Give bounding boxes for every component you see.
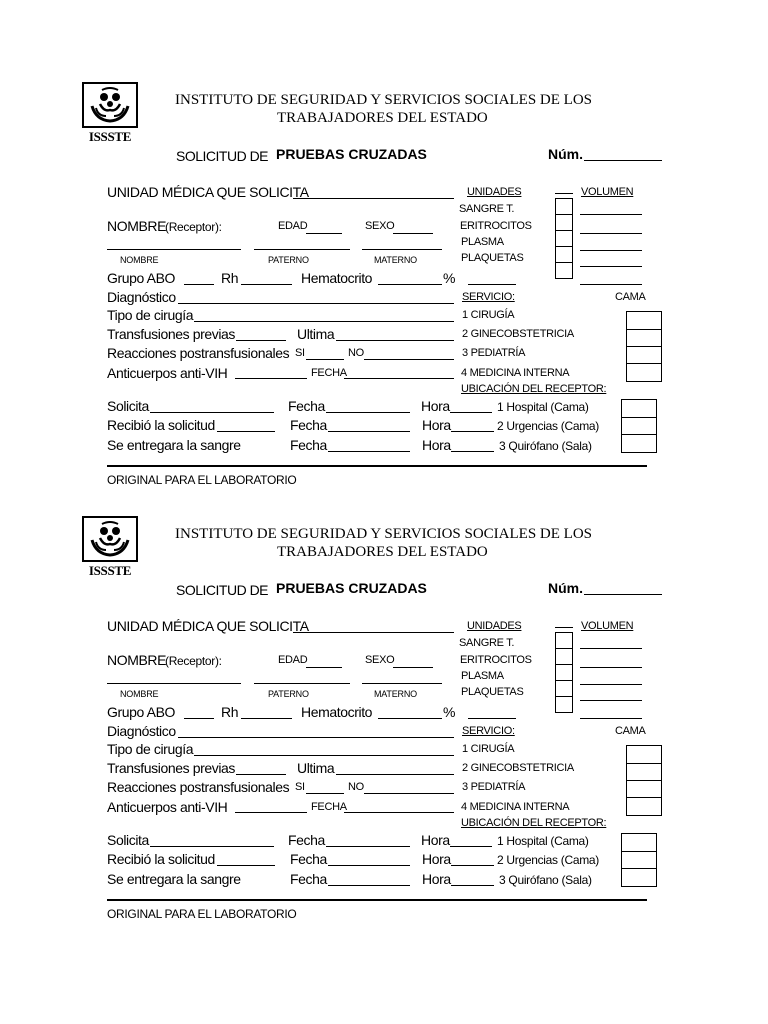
units-box-top-line xyxy=(555,627,573,628)
form-title: PRUEBAS CRUZADAS xyxy=(276,580,427,596)
cama-box-1[interactable] xyxy=(626,311,662,330)
volumen-field-5[interactable] xyxy=(580,718,642,719)
units-box-eritrocitos[interactable] xyxy=(555,214,573,231)
units-box-plaquetas[interactable] xyxy=(555,246,573,263)
cama-box-3[interactable] xyxy=(626,780,662,798)
units-box-plasma[interactable] xyxy=(555,230,573,247)
original-label: ORIGINAL PARA EL LABORATORIO xyxy=(107,907,297,921)
nombre-field[interactable] xyxy=(107,249,241,250)
cama-box-4[interactable] xyxy=(626,363,662,382)
fecha-small-label: FECHA xyxy=(311,367,347,379)
unidad-medica-field[interactable] xyxy=(293,632,454,633)
solicita-label: Solicita xyxy=(107,832,149,848)
pediatria-label: 3 PEDIATRÍA xyxy=(462,347,526,359)
sangre-t-label: SANGRE T. xyxy=(459,637,515,649)
rh-label: Rh xyxy=(221,270,239,286)
entregara-fecha-label: Fecha xyxy=(290,871,327,887)
paterno-caption: PATERNO xyxy=(268,255,309,265)
units-box-plaquetas[interactable] xyxy=(555,680,573,697)
entregara-label: Se entregara la sangre xyxy=(107,871,241,887)
rh-field[interactable] xyxy=(241,284,292,285)
nombre-label: NOMBRE xyxy=(107,218,167,234)
recibio-hora-field[interactable] xyxy=(451,865,494,866)
volumen-field-5[interactable] xyxy=(580,284,642,285)
unidad-medica-label: UNIDAD MÉDICA QUE SOLICITA xyxy=(107,184,309,200)
si-field[interactable] xyxy=(306,793,344,794)
unidades-header: UNIDADES xyxy=(467,620,522,632)
entregara-hora-field[interactable] xyxy=(451,885,494,886)
diagnostico-label: Diagnóstico xyxy=(107,289,176,305)
num-label: Núm. xyxy=(548,580,583,596)
si-field[interactable] xyxy=(306,359,344,360)
paterno-field[interactable] xyxy=(254,683,350,684)
plasma-label: PLASMA xyxy=(461,670,504,682)
volumen-header: VOLUMEN xyxy=(581,186,634,198)
hematocrito-field[interactable] xyxy=(378,284,442,285)
solicita-fecha-label: Fecha xyxy=(288,832,325,848)
solicitud-label: SOLICITUD DE xyxy=(176,148,269,164)
solicita-hora-label: Hora xyxy=(421,832,450,848)
tipo-cirugia-field[interactable] xyxy=(194,321,454,322)
grupo-abo-field[interactable] xyxy=(184,284,214,285)
edad-label: EDAD xyxy=(278,220,308,232)
units-box-top-line xyxy=(555,193,573,194)
plaquetas-label: PLAQUETAS xyxy=(461,252,524,264)
tipo-cirugia-label: Tipo de cirugía xyxy=(107,741,194,757)
reacciones-label: Reacciones postransfusionales xyxy=(107,345,290,361)
reacciones-label: Reacciones postransfusionales xyxy=(107,779,290,795)
tipo-cirugia-field[interactable] xyxy=(194,755,454,756)
issste-logo xyxy=(82,516,138,578)
ultima-label: Ultima xyxy=(297,760,335,776)
materno-caption: MATERNO xyxy=(374,255,417,265)
transfusiones-label: Transfusiones previas xyxy=(107,760,236,776)
materno-caption: MATERNO xyxy=(374,689,417,699)
units-box-sangre[interactable] xyxy=(555,632,573,649)
cama-header: CAMA xyxy=(615,725,646,737)
ubicacion-header: UBICACIÓN DEL RECEPTOR: xyxy=(461,817,607,829)
no-label: NO xyxy=(348,347,364,359)
units-box-sangre[interactable] xyxy=(555,198,573,215)
recibio-fecha-field[interactable] xyxy=(328,865,410,866)
units-box-extra[interactable] xyxy=(555,262,573,279)
recibio-fecha-field[interactable] xyxy=(328,431,410,432)
plaquetas-units-field[interactable] xyxy=(468,284,516,285)
unidad-medica-label: UNIDAD MÉDICA QUE SOLICITA xyxy=(107,618,309,634)
solicita-hora-label: Hora xyxy=(421,398,450,414)
ubicacion-box-2[interactable] xyxy=(621,851,657,869)
nombre-caption: NOMBRE xyxy=(120,689,159,699)
si-label: SI xyxy=(295,781,305,793)
ubicacion-header: UBICACIÓN DEL RECEPTOR: xyxy=(461,383,607,395)
plasma-label: PLASMA xyxy=(461,236,504,248)
cirugia-label: 1 CIRUGÍA xyxy=(462,309,515,321)
servicio-header: SERVICIO: xyxy=(462,725,515,737)
family-hands-icon xyxy=(88,520,132,558)
sexo-label: SEXO xyxy=(365,654,395,666)
nombre-field[interactable] xyxy=(107,683,241,684)
cama-header: CAMA xyxy=(615,291,646,303)
quirofano-label: 3 Quirófano (Sala) xyxy=(499,439,592,453)
recibio-field[interactable] xyxy=(217,431,275,432)
recibio-label: Recibió la solicitud xyxy=(107,851,215,867)
edad-label: EDAD xyxy=(278,654,308,666)
cama-box-3[interactable] xyxy=(626,346,662,364)
entregara-fecha-label: Fecha xyxy=(290,437,327,453)
solicita-fecha-field[interactable] xyxy=(326,846,410,847)
percent-sign: % xyxy=(443,704,456,720)
sangre-t-label: SANGRE T. xyxy=(459,203,515,215)
cama-box-2[interactable] xyxy=(626,329,662,347)
grupo-abo-field[interactable] xyxy=(184,718,214,719)
volumen-field-1[interactable] xyxy=(580,648,642,649)
separator-line xyxy=(107,899,647,901)
servicio-header: SERVICIO: xyxy=(462,291,515,303)
ubicacion-box-3[interactable] xyxy=(621,868,657,887)
paterno-field[interactable] xyxy=(254,249,350,250)
units-box-plasma[interactable] xyxy=(555,664,573,681)
grupo-abo-label: Grupo ABO xyxy=(107,270,175,286)
diagnostico-field[interactable] xyxy=(178,737,454,738)
cirugia-label: 1 CIRUGÍA xyxy=(462,743,515,755)
units-box-extra[interactable] xyxy=(555,696,573,713)
solicita-fecha-label: Fecha xyxy=(288,398,325,414)
pediatria-label: 3 PEDIATRÍA xyxy=(462,781,526,793)
nombre-label: NOMBRE xyxy=(107,652,167,668)
grupo-abo-label: Grupo ABO xyxy=(107,704,175,720)
hematocrito-label: Hematocrito xyxy=(301,704,373,720)
solicita-label: Solicita xyxy=(107,398,149,414)
ginecobstetricia-label: 2 GINECOBSTETRICIA xyxy=(462,328,574,340)
solicita-hora-field[interactable] xyxy=(450,846,492,847)
volumen-field-4[interactable] xyxy=(580,700,642,701)
no-field[interactable] xyxy=(364,793,454,794)
institute-line-1: INSTITUTO DE SEGURIDAD Y SERVICIOS SOCIALES DE LOS xyxy=(175,526,592,542)
diagnostico-label: Diagnóstico xyxy=(107,723,176,739)
volumen-field-1[interactable] xyxy=(580,214,642,215)
anticuerpos-label: Anticuerpos anti-VIH xyxy=(107,365,228,381)
issste-logo xyxy=(82,82,138,144)
no-label: NO xyxy=(348,781,364,793)
sexo-field[interactable] xyxy=(393,233,433,234)
volumen-field-2[interactable] xyxy=(580,667,642,668)
paterno-caption: PATERNO xyxy=(268,689,309,699)
hematocrito-label: Hematocrito xyxy=(301,270,373,286)
eritrocitos-label: ERITROCITOS xyxy=(460,654,532,666)
rh-field[interactable] xyxy=(241,718,292,719)
hospital-label: 1 Hospital (Cama) xyxy=(497,400,589,414)
ginecobstetricia-label: 2 GINECOBSTETRICIA xyxy=(462,762,574,774)
entregara-fecha-field[interactable] xyxy=(328,885,410,886)
form-copy-1 xyxy=(0,0,768,487)
medicina-interna-label: 4 MEDICINA INTERNA xyxy=(461,801,570,813)
plaquetas-label: PLAQUETAS xyxy=(461,686,524,698)
recibio-hora-label: Hora xyxy=(422,851,451,867)
anticuerpos-label: Anticuerpos anti-VIH xyxy=(107,799,228,815)
solicitud-label: SOLICITUD DE xyxy=(176,582,269,598)
fecha-small-label: FECHA xyxy=(311,801,347,813)
no-field[interactable] xyxy=(364,359,454,360)
num-label: Núm. xyxy=(548,146,583,162)
recibio-field[interactable] xyxy=(217,865,275,866)
ubicacion-box-1[interactable] xyxy=(621,833,657,852)
receptor-label: (Receptor): xyxy=(165,654,222,668)
anticuerpos-fecha-field[interactable] xyxy=(344,378,454,379)
solicita-fecha-field[interactable] xyxy=(326,412,410,413)
family-hands-icon xyxy=(88,86,132,124)
anticuerpos-field[interactable] xyxy=(235,378,307,379)
recibio-hora-field[interactable] xyxy=(451,431,494,432)
volumen-field-3[interactable] xyxy=(580,684,642,685)
tipo-cirugia-label: Tipo de cirugía xyxy=(107,307,194,323)
ultima-label: Ultima xyxy=(297,326,335,342)
entregara-label: Se entregara la sangre xyxy=(107,437,241,453)
anticuerpos-fecha-field[interactable] xyxy=(344,812,454,813)
urgencias-label: 2 Urgencias (Cama) xyxy=(497,419,599,433)
edad-field[interactable] xyxy=(306,233,342,234)
medicina-interna-label: 4 MEDICINA INTERNA xyxy=(461,367,570,379)
recibio-fecha-label: Fecha xyxy=(290,851,327,867)
transfusiones-field[interactable] xyxy=(236,340,286,341)
solicita-field[interactable] xyxy=(150,412,274,413)
hematocrito-field[interactable] xyxy=(378,718,442,719)
logo-text: ISSSTE xyxy=(88,563,132,578)
si-label: SI xyxy=(295,347,305,359)
institute-line-1: INSTITUTO DE SEGURIDAD Y SERVICIOS SOCIALES DE LOS xyxy=(175,92,592,108)
edad-field[interactable] xyxy=(306,667,342,668)
form-title: PRUEBAS CRUZADAS xyxy=(276,146,427,162)
volumen-field-4[interactable] xyxy=(580,266,642,267)
cama-box-4[interactable] xyxy=(626,797,662,816)
cama-box-1[interactable] xyxy=(626,745,662,764)
num-field[interactable] xyxy=(584,160,662,161)
institute-line-2: TRABAJADORES DEL ESTADO xyxy=(277,544,488,560)
plaquetas-units-field[interactable] xyxy=(468,718,516,719)
materno-field[interactable] xyxy=(362,249,442,250)
recibio-fecha-label: Fecha xyxy=(290,417,327,433)
nombre-caption: NOMBRE xyxy=(120,255,159,265)
units-box-eritrocitos[interactable] xyxy=(555,648,573,665)
sexo-field[interactable] xyxy=(393,667,433,668)
ultima-field[interactable] xyxy=(336,340,454,341)
rh-label: Rh xyxy=(221,704,239,720)
materno-field[interactable] xyxy=(362,683,442,684)
volumen-header: VOLUMEN xyxy=(581,620,634,632)
unidades-header: UNIDADES xyxy=(467,186,522,198)
logo-text: ISSSTE xyxy=(88,129,132,144)
recibio-hora-label: Hora xyxy=(422,417,451,433)
transfusiones-label: Transfusiones previas xyxy=(107,326,236,342)
diagnostico-field[interactable] xyxy=(178,303,454,304)
ubicacion-box-2[interactable] xyxy=(621,417,657,435)
transfusiones-field[interactable] xyxy=(236,774,286,775)
volumen-field-2[interactable] xyxy=(580,233,642,234)
urgencias-label: 2 Urgencias (Cama) xyxy=(497,853,599,867)
quirofano-label: 3 Quirófano (Sala) xyxy=(499,873,592,887)
eritrocitos-label: ERITROCITOS xyxy=(460,220,532,232)
volumen-field-3[interactable] xyxy=(580,250,642,251)
percent-sign: % xyxy=(443,270,456,286)
original-label: ORIGINAL PARA EL LABORATORIO xyxy=(107,473,297,487)
anticuerpos-field[interactable] xyxy=(235,812,307,813)
cama-box-2[interactable] xyxy=(626,763,662,781)
solicita-hora-field[interactable] xyxy=(450,412,492,413)
entregara-hora-label: Hora xyxy=(422,437,451,453)
sexo-label: SEXO xyxy=(365,220,395,232)
ultima-field[interactable] xyxy=(336,774,454,775)
unidad-medica-field[interactable] xyxy=(293,198,454,199)
solicita-field[interactable] xyxy=(150,846,274,847)
num-field[interactable] xyxy=(584,594,662,595)
hospital-label: 1 Hospital (Cama) xyxy=(497,834,589,848)
recibio-label: Recibió la solicitud xyxy=(107,417,215,433)
receptor-label: (Receptor): xyxy=(165,220,222,234)
form-copy-2 xyxy=(0,434,768,921)
institute-line-2: TRABAJADORES DEL ESTADO xyxy=(277,110,488,126)
entregara-hora-label: Hora xyxy=(422,871,451,887)
ubicacion-box-1[interactable] xyxy=(621,399,657,418)
